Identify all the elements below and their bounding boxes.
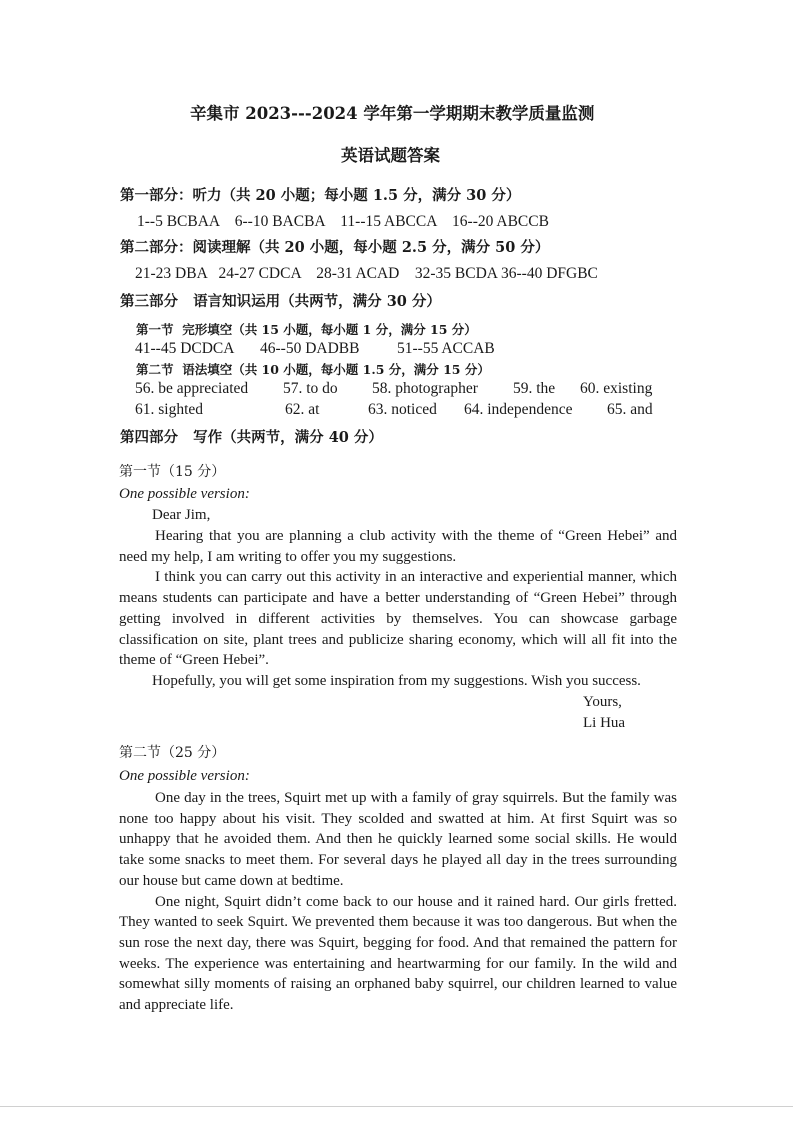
part1-answers: 1--5 BCBAA 6--10 BACBA 11--15 ABCCA 16--20 ABCCB [137,213,549,230]
letter-paragraph: Hearing that you are planning a club activity with the theme of “Green Hebei” and need my help, I am writing to offer you my suggestions. [119,528,677,565]
page-bottom-rule [0,1106,793,1107]
letter-signature: Li Hua [583,715,626,731]
grammar-answer: 56. be appreciated [135,380,249,397]
story-paragraph: One day in the trees, Squirt met up with a family of gray squirrels. But the family was none too happy about his visit. They scolded and swatted at him. At first Squirt was so unhappy that he avoided them. And then he quickly learned some social skills. He would take some snacks to meet them. For several days he played all day in the trees surrounding our house but came down at bedtime. [119,790,677,889]
grammar-answer: 63. noticed [368,401,437,418]
story-paragraph: One night, Squirt didn’t come back to our house and it rained hard. Our girls fretted. They wanted to seek Squirt. We prevented them because it was too dangerous. But when the sun rose the next day, there was Squirt, begging for food. And that remained the pattern for weeks. The experience was entertaining and heartwarming for our family. In the wild and somewhat silly moments of raising an orphaned baby squirrel, our children learned to value and appreciate life. [119,893,677,1014]
writing-section1-label: 第一节（15 分） [119,464,226,480]
part3-heading: 第三部分 语言知识运用（共两节，满分 30 分） [120,293,441,310]
grammar-answers-row-2 [0,401,793,421]
cloze-answer: 46--50 DADBB [260,340,360,357]
part1-heading: 第一部分：听力（共 20 小题；每小题 1.5 分，满分 30 分） [120,187,521,204]
grammar-answer: 65. and [607,401,653,418]
letter-salutation: Dear Jim, [152,507,211,523]
grammar-answer: 61. sighted [135,401,204,418]
writing-section1-version: One possible version: [119,486,250,502]
cloze-answer: 41--45 DCDCA [135,340,235,357]
writing-section2-version: One possible version: [119,768,250,784]
grammar-answer: 58. photographer [372,380,478,397]
writing-section2-label: 第二节（25 分） [119,745,226,761]
part2-heading: 第二部分：阅读理解（共 20 小题，每小题 2.5 分，满分 50 分） [120,239,550,256]
grammar-answer: 60. existing [580,380,653,397]
grammar-answer: 59. the [513,380,556,397]
cloze-answer: 51--55 ACCAB [397,340,495,357]
letter-paragraph: I think you can carry out this activity in an interactive and experiential manner, which means students can participate and have a better understanding of “Green Hebei” through getting involved in different activities by themselves. You can showcase garbage classification on site, plant trees and publicize sharing economy, which will all fit into the theme of “Green Hebei”. [119,569,677,669]
page-subtitle: 英语试题答案 [341,146,440,165]
grammar-answer: 57. to do [283,380,338,397]
letter-closing: Yours, [583,694,622,710]
grammar-answer: 64. independence [464,401,573,418]
story-body [119,788,677,1016]
part4-heading: 第四部分 写作（共两节，满分 40 分） [120,429,383,446]
grammar-answer: 62. at [285,401,320,418]
letter-body [119,526,677,692]
part2-answers: 21-23 DBA 24-27 CDCA 28-31 ACAD 32-35 BCDA 36--40 DFGBC [135,265,598,282]
cloze-answers-row [0,340,793,360]
page-title: 辛集市 2023---2024 学年第一学期期末教学质量监测 [190,104,595,123]
cloze-heading: 第一节 完形填空（共 15 小题，每小题 1 分，满分 15 分） [136,322,477,337]
letter-paragraph: Hopefully, you will get some inspiration from my suggestions. Wish you success. [152,672,641,689]
grammar-answers-row-1 [0,380,793,400]
grammar-heading: 第二节 语法填空（共 10 小题，每小题 1.5 分，满分 15 分） [136,362,490,377]
